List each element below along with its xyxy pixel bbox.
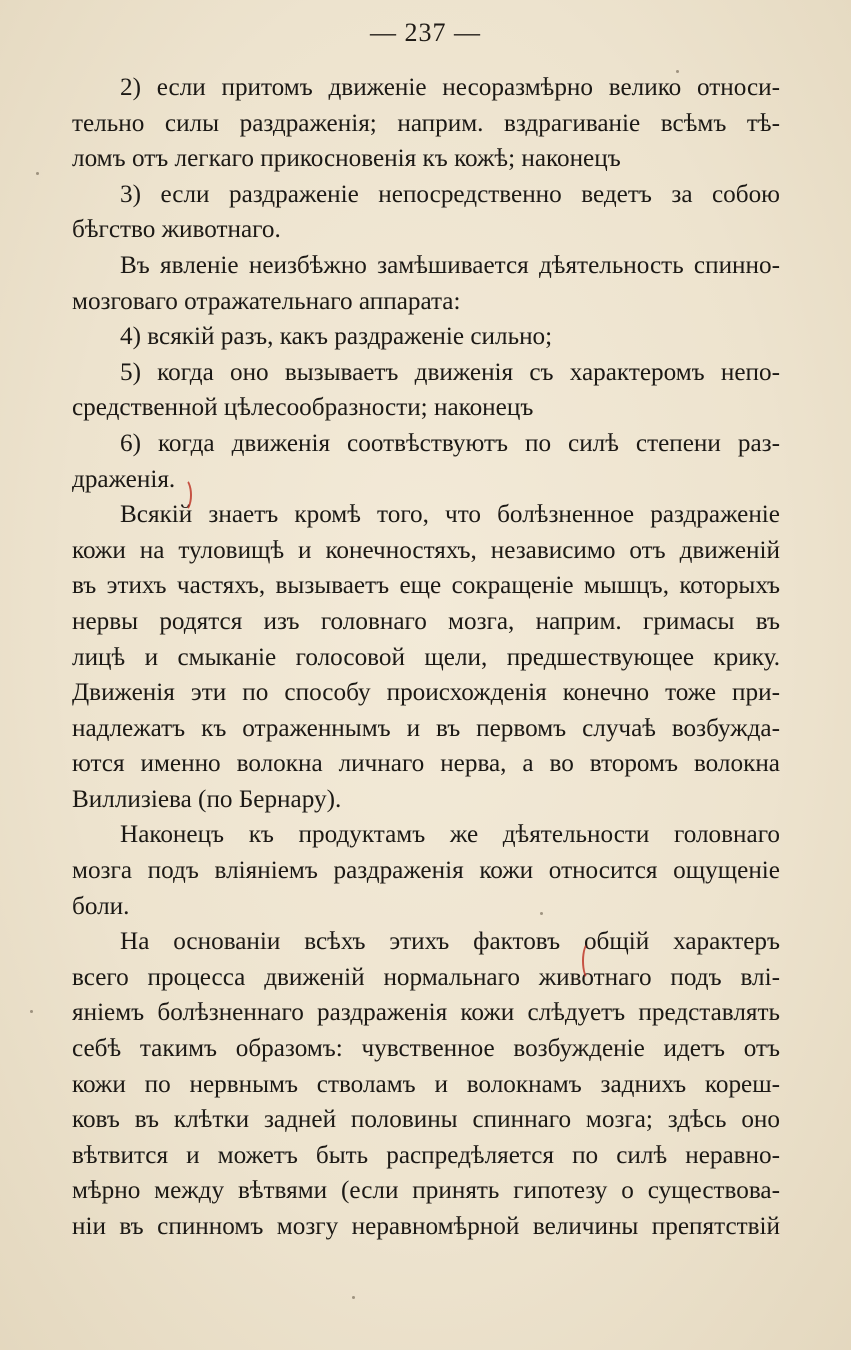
paper-speck — [540, 912, 543, 915]
text-line: ніи въ спинномъ мозгу неравномѣрной величины препятствій — [72, 1213, 780, 1240]
pencil-bracket-mark — [176, 478, 192, 512]
text-line: 2) если притомъ движенie несоразмѣрно велико относи- — [120, 74, 780, 101]
text-line: мозговаго отражательнаго аппарата: — [72, 287, 461, 315]
text-line: 3) если раздраженie непосредственно ведетъ за собою — [120, 180, 780, 208]
text-line: ломъ отъ легкаго прикосновенія къ кожѣ; наконецъ — [72, 145, 621, 173]
text-line: 5) когда оно вызываетъ движенія съ характеромъ непо- — [120, 358, 780, 386]
paper-speck — [676, 70, 679, 73]
page-number: — 237 — — [370, 18, 481, 47]
text-line: средственной цѣлесообразности; наконецъ — [72, 394, 534, 422]
text-line: На основаніи всѣхъ этихъ фактовъ общій характеръ — [120, 928, 780, 956]
text-line: въ этихъ частяхъ, вызываетъ еще сокращенie мышцъ, которыхъ — [72, 572, 780, 600]
text-line: боли. — [72, 892, 130, 920]
text-line: мозга подъ вліяніемъ раздраженія кожи относится ощущенie — [72, 857, 780, 885]
text-line: вѣтвится и можетъ быть распредѣляется по силѣ неравно- — [72, 1141, 780, 1169]
text-line: бѣгство животнаго. — [72, 216, 281, 244]
text-line: яніемъ болѣзненнаго раздраженія кожи слѣдуетъ представлять — [72, 999, 780, 1027]
text-line: нервы родятся изъ головнаго мозга, наприм. гримасы въ — [72, 607, 780, 635]
paper-speck — [352, 1296, 355, 1299]
paper-speck — [30, 1010, 33, 1013]
text-line: Виллизіева (по Бернару). — [72, 785, 342, 813]
text-line: надлежатъ къ отраженнымъ и въ первомъ случаѣ возбужда- — [72, 714, 780, 742]
text-line: всего процесса движеній нормальнаго животнаго подъ влі- — [72, 963, 780, 991]
text-line: 4) всякій разъ, какъ раздраженie сильно; — [120, 323, 553, 351]
text-line: Въ явленie неизбѣжно замѣшивается дѣятельность спинно- — [120, 251, 780, 279]
paper-speck — [36, 172, 39, 175]
pencil-bracket-mark — [582, 942, 596, 980]
text-line: мѣрно между вѣтвями (если принять гипотезу о существова- — [72, 1177, 780, 1205]
text-line: ковъ въ клѣтки задней половины спиннаго мозга; здѣсь оно — [72, 1106, 780, 1134]
text-line: 6) когда движенія соотвѣствуютъ по силѣ степени раз- — [120, 429, 780, 457]
text-line: Наконецъ къ продуктамъ же дѣятельности головнаго — [120, 821, 780, 849]
text-line: Движенія эти по способу происхожденія конечно тоже при- — [72, 679, 780, 707]
text-line: кожи на туловищѣ и конечностяхъ, независимо отъ движеній — [72, 536, 780, 564]
text-line: себѣ такимъ образомъ: чувственное возбужденie идетъ отъ — [72, 1035, 780, 1063]
text-line: ются именно волокна личнаго нерва, а во второмъ волокна — [72, 750, 780, 778]
text-line: драженія. — [72, 465, 176, 493]
text-line: Всякій знаетъ кромѣ того, что болѣзненное раздраженie — [120, 501, 780, 529]
text-line: тельно силы раздраженія; наприм. вздрагиванie всѣмъ тѣ- — [72, 109, 780, 137]
text-line: кожи по нервнымъ стволамъ и волокнамъ заднихъ кореш- — [72, 1070, 780, 1098]
body-text — [72, 70, 780, 1245]
text-line: лицѣ и смыканie голосовой щели, предшествующее крику. — [72, 643, 780, 671]
